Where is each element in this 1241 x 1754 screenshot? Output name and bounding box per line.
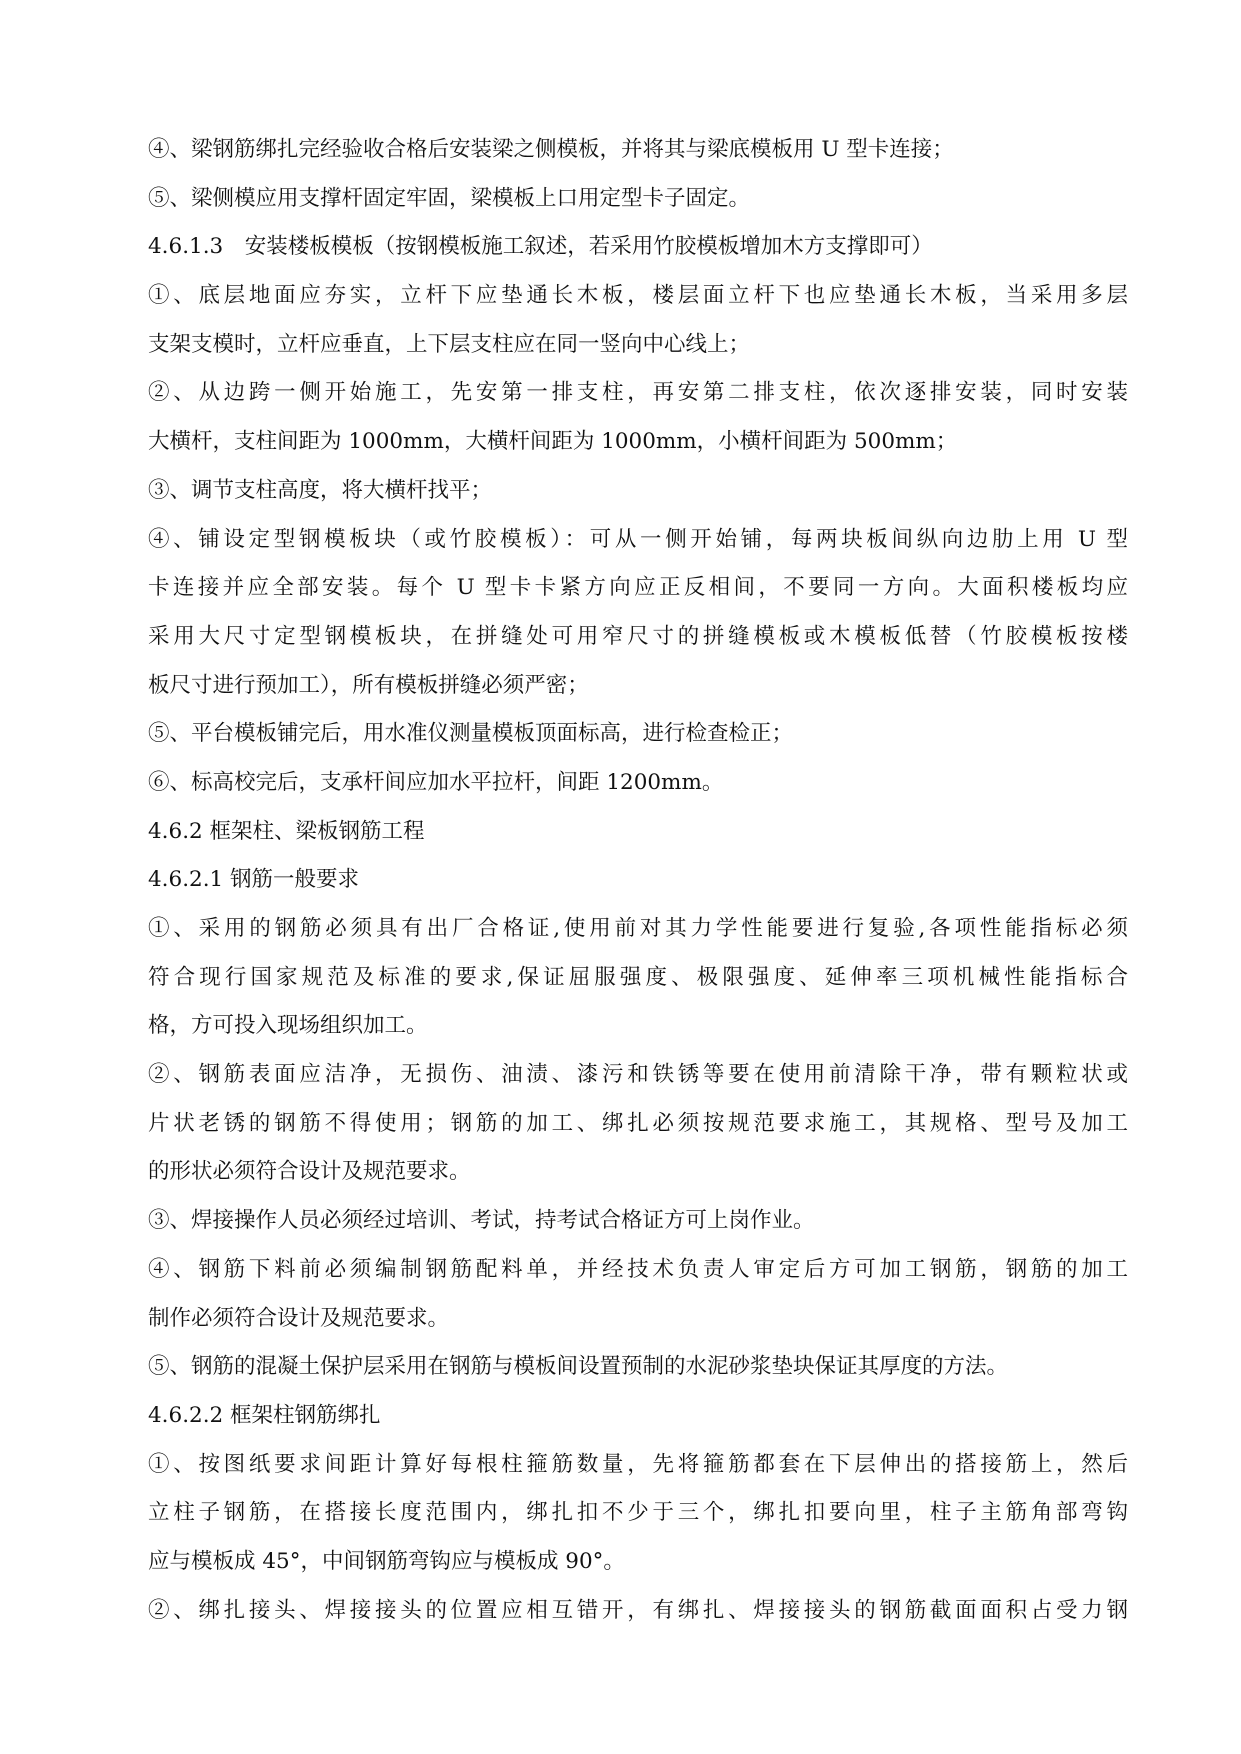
text-line: ⑤、梁侧模应用支撑杆固定牢固，梁模板上口用定型卡子固定。 xyxy=(148,185,751,211)
text-line: ②、钢筋表面应洁净，无损伤、油渍、漆污和铁锈等要在使用前清除干净，带有颗粒状或 xyxy=(148,1062,1128,1088)
text-line: ②、绑扎接头、焊接接头的位置应相互错开，有绑扎、焊接接头的钢筋截面面积占受力钢 xyxy=(148,1597,1128,1623)
text-line: ⑤、钢筋的混凝土保护层采用在钢筋与模板间设置预制的水泥砂浆垫块保证其厚度的方法。 xyxy=(148,1354,1009,1380)
text-line: ④、钢筋下料前必须编制钢筋配料单，并经技术负责人审定后方可加工钢筋，钢筋的加工 xyxy=(148,1256,1128,1282)
text-line: 立柱子钢筋，在搭接长度范围内，绑扎扣不少于三个，绑扎扣要向里，柱子主筋角部弯钩 xyxy=(148,1500,1128,1526)
text-line: ③、焊接操作人员必须经过培训、考试，持考试合格证方可上岗作业。 xyxy=(148,1208,815,1234)
text-line: ④、铺设定型钢模板块（或竹胶模板）：可从一侧开始铺，每两块板间纵向边肋上用 U 型 xyxy=(148,526,1128,552)
text-line: ⑤、平台模板铺完后，用水准仪测量模板顶面标高，进行检查检正； xyxy=(148,721,794,747)
text-line: ⑥、标高校完后，支承杆间应加水平拉杆，间距 1200mm。 xyxy=(148,769,724,795)
text-line: 片状老锈的钢筋不得使用；钢筋的加工、绑扎必须按规范要求施工，其规格、型号及加工 xyxy=(148,1110,1128,1136)
text-line: 卡连接并应全部安装。每个 U 型卡卡紧方向应正反相间，不要同一方向。大面积楼板均应 xyxy=(148,575,1128,601)
text-line: 4.6.1.3 安装楼板模板（按钢模板施工叙述，若采用竹胶模板增加木方支撑即可） xyxy=(148,234,933,260)
text-line: ②、从边跨一侧开始施工，先安第一排支柱，再安第二排支柱，依次逐排安装，同时安装 xyxy=(148,380,1128,406)
text-line: 的形状必须符合设计及规范要求。 xyxy=(148,1159,471,1185)
text-line: ①、采用的钢筋必须具有出厂合格证,使用前对其力学性能要进行复验,各项性能指标必须 xyxy=(148,916,1128,941)
text-line: 4.6.2 框架柱、梁板钢筋工程 xyxy=(148,818,425,844)
text-line: 格，方可投入现场组织加工。 xyxy=(148,1013,428,1039)
text-line: 支架支模时，立杆应垂直，上下层支柱应在同一竖向中心线上； xyxy=(148,331,751,357)
text-line: 4.6.2.2 框架柱钢筋绑扎 xyxy=(148,1402,381,1428)
text-line: 制作必须符合设计及规范要求。 xyxy=(148,1305,450,1331)
document-body xyxy=(148,126,1128,1635)
text-line: ①、底层地面应夯实，立杆下应垫通长木板，楼层面立杆下也应垫通长木板，当采用多层 xyxy=(148,283,1128,309)
text-line: 板尺寸进行预加工），所有模板拼缝必须严密； xyxy=(148,672,589,698)
text-line: ①、按图纸要求间距计算好每根柱箍筋数量，先将箍筋都套在下层伸出的搭接筋上，然后 xyxy=(148,1451,1128,1477)
text-line: 符合现行国家规范及标准的要求,保证屈服强度、极限强度、延伸率三项机械性能指标合 xyxy=(148,964,1128,990)
text-line: 采用大尺寸定型钢模板块，在拼缝处可用窄尺寸的拼缝模板或木模板低替（竹胶模板按楼 xyxy=(148,623,1128,649)
text-line: 应与模板成 45°，中间钢筋弯钩应与模板成 90°。 xyxy=(148,1548,625,1574)
text-line: ④、梁钢筋绑扎完经验收合格后安装梁之侧模板，并将其与梁底模板用 U 型卡连接； xyxy=(148,137,954,162)
text-line: 大横杆，支柱间距为 1000mm，大横杆间距为 1000mm，小横杆间距为 500mm； xyxy=(148,429,958,455)
text-line: ③、调节支柱高度，将大横杆找平； xyxy=(148,477,493,503)
text-line: 4.6.2.1 钢筋一般要求 xyxy=(148,867,360,893)
